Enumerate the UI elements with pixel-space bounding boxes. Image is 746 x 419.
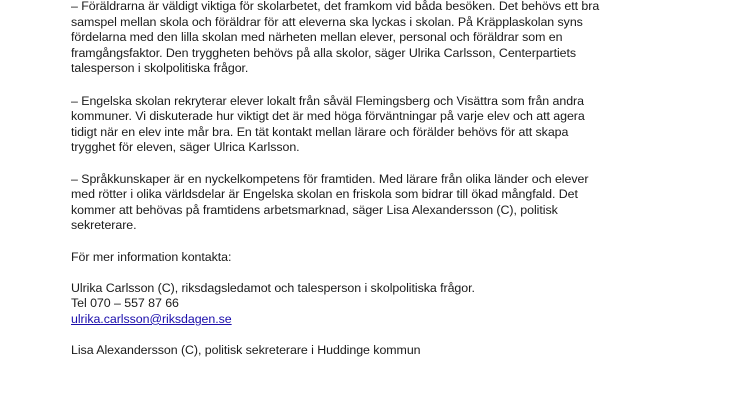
paragraph-language-skills bbox=[71, 172, 681, 234]
text-line: kommer att behövas på framtidens arbetsmarknad, säger Lisa Alexandersson (C), politisk bbox=[71, 202, 558, 217]
contact-email-link[interactable]: ulrika.carlsson@riksdagen.se bbox=[71, 311, 232, 326]
contact-name-line: Ulrika Carlsson (C), riksdagsledamot och talesperson i skolpolitiska frågor. bbox=[71, 280, 475, 295]
press-release-body bbox=[71, 0, 681, 359]
text-line: – Språkkunskaper är en nyckelkompetens för framtiden. Med lärare från olika länder och elever bbox=[71, 171, 589, 186]
text-line: tidigt när en elev inte mår bra. En tät kontakt mellan lärare och förälder behövs för att skapa bbox=[71, 124, 569, 139]
text-line: samspel mellan skola och föräldrar för att eleverna ska lyckas i skolan. På Kräpplaskolan syns bbox=[71, 14, 583, 29]
contact-name-line: Lisa Alexandersson (C), politisk sekreterare i Huddinge kommun bbox=[71, 343, 421, 358]
text-line: talesperson i skolpolitiska frågor. bbox=[71, 61, 249, 76]
paragraph-parents bbox=[71, 0, 681, 77]
text-line: framgångsfaktor. Den tryggheten behövs på alla skolor, säger Ulrika Carlsson, Centerpartiets bbox=[71, 45, 577, 60]
text-line: – Föräldrarna är väldigt viktiga för skolarbetet, det framkom vid båda besöken. Det behövs ett bra bbox=[71, 0, 600, 13]
contact-phone: Tel 070 – 557 87 66 bbox=[71, 296, 179, 311]
text-line: fördelarna med den lilla skolan med närheten mellan elever, personal och föräldrar som en bbox=[71, 30, 563, 45]
text-line: med rötter i olika världsdelar är Engelska skolan en friskola som bidrar till ökad mångfald. Det bbox=[71, 187, 578, 202]
contact-block-lisa bbox=[71, 343, 681, 359]
text-line: trygghet för eleven, säger Ulrica Karlsson. bbox=[71, 140, 300, 155]
contact-heading: För mer information kontakta: bbox=[71, 249, 232, 264]
contact-block-ulrika bbox=[71, 281, 681, 328]
text-line: – Engelska skolan rekryterar elever lokalt från såväl Flemingsberg och Visättra som från andra bbox=[71, 93, 584, 108]
text-line: sekreterare. bbox=[71, 218, 137, 233]
paragraph-engelska-skolan bbox=[71, 94, 681, 156]
text-line: kommuner. Vi diskuterade hur viktigt det är med höga förväntningar på varje elev och att agera bbox=[71, 109, 585, 124]
